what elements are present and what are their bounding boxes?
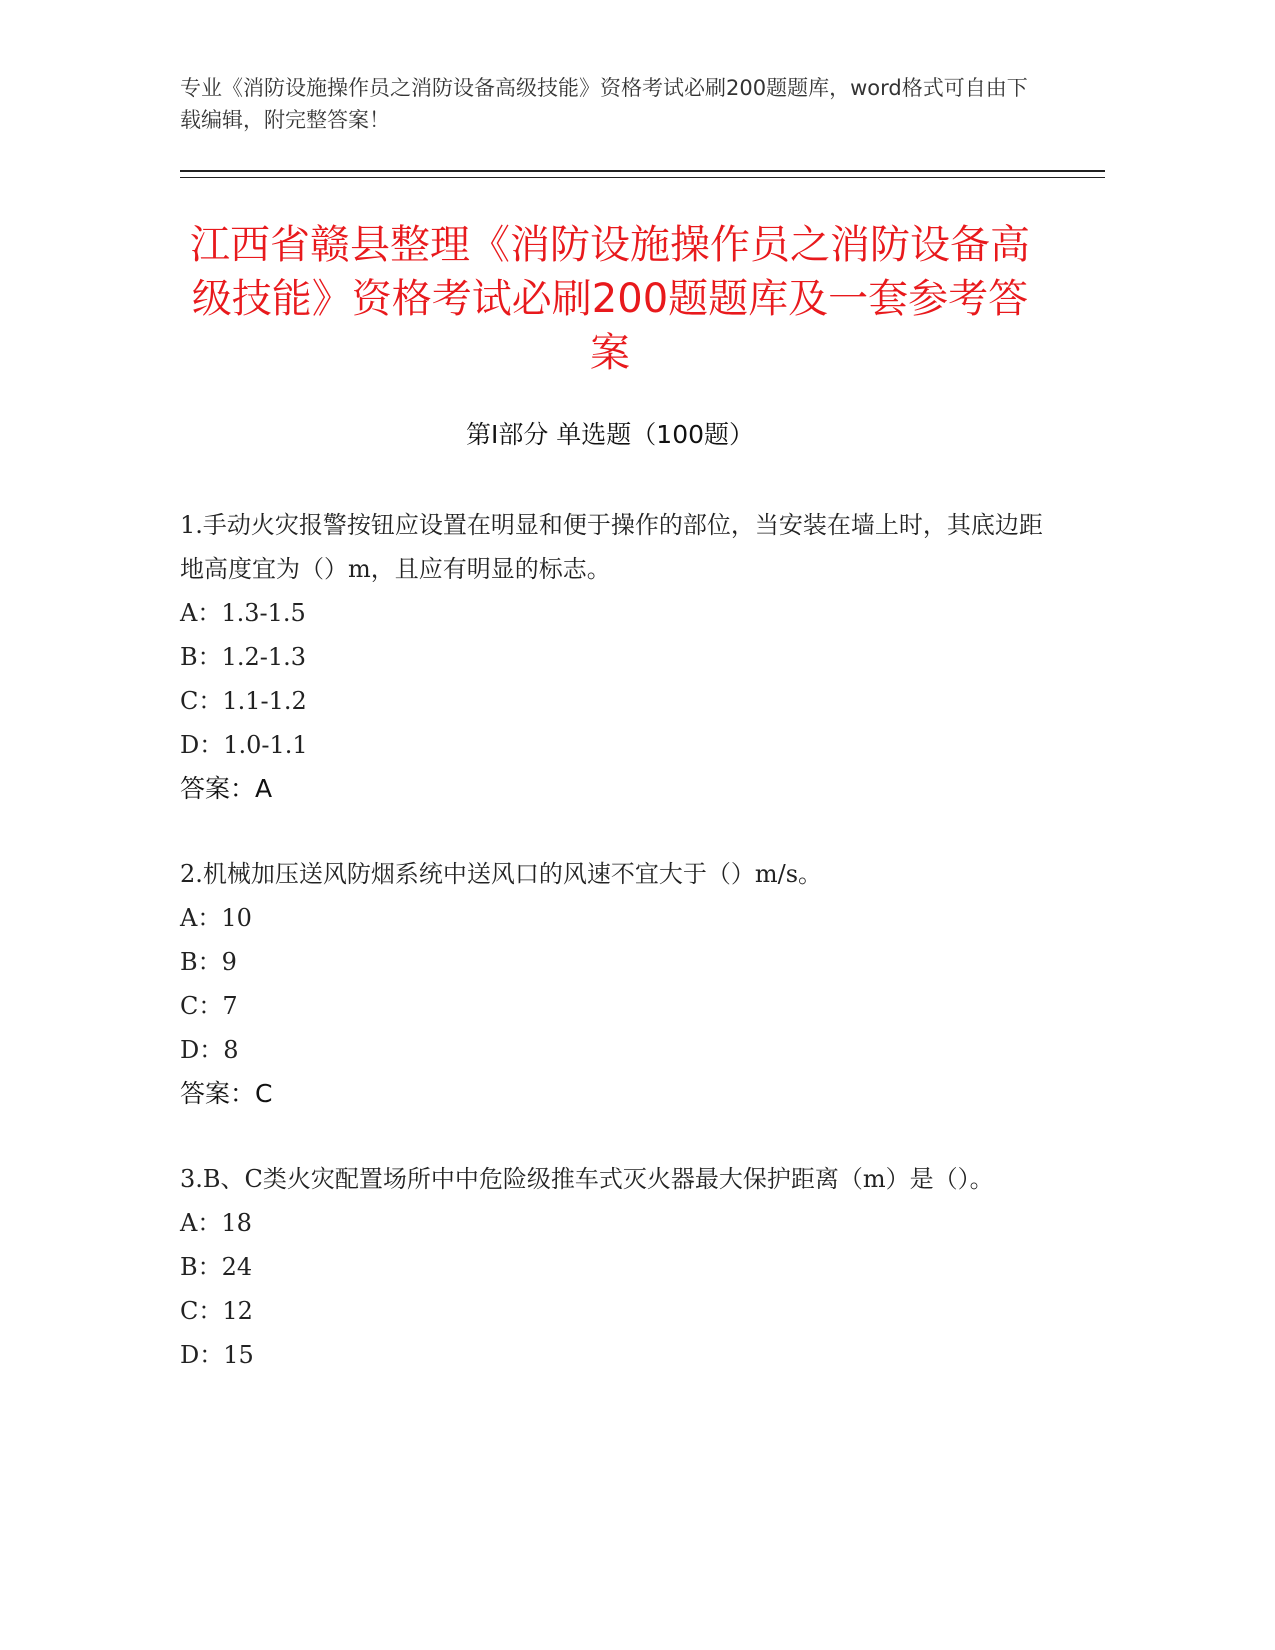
- option-d: D：8: [180, 1036, 239, 1064]
- answer: 答案：C: [180, 1079, 273, 1108]
- option-a: A：1.3-1.5: [180, 599, 306, 627]
- option-c: C：12: [180, 1297, 253, 1325]
- option-d: D：1.0-1.1: [180, 731, 308, 759]
- option-b: B：1.2-1.3: [180, 643, 307, 671]
- option-c: C：7: [180, 992, 238, 1020]
- header-divider-thin: [180, 177, 1105, 178]
- header-note: 专业《消防设施操作员之消防设备高级技能》资格考试必刷200题题库，word格式可自由下载编辑，附完整答案！: [180, 76, 1028, 132]
- question-stem: 1.手动火灾报警按钮应设置在明显和便于操作的部位，当安装在墙上时，其底边距地高度宜为（）m，且应有明显的标志。: [180, 511, 1043, 583]
- answer: 答案：A: [180, 774, 273, 803]
- question-stem: 2.机械加压送风防烟系统中送风口的风速不宜大于（）m/s。: [180, 860, 823, 888]
- option-d: D：15: [180, 1341, 254, 1369]
- option-a: A：18: [180, 1209, 252, 1237]
- question-3: [180, 1157, 1060, 1377]
- option-b: B：9: [180, 948, 237, 976]
- option-a: A：10: [180, 904, 252, 932]
- question-stem: 3.B、C类火灾配置场所中中危险级推车式灭火器最大保护距离（m）是（）。: [180, 1165, 994, 1193]
- option-c: C：1.1-1.2: [180, 687, 307, 715]
- option-b: B：24: [180, 1253, 253, 1281]
- section-heading: 第Ⅰ部分 单选题（100题）: [465, 420, 755, 449]
- header-divider-thick: [180, 170, 1105, 172]
- document-title: 江西省赣县整理《消防设施操作员之消防设备高级技能》资格考试必刷200题题库及一套参考答案: [190, 222, 1030, 376]
- question-2: [180, 852, 1060, 1116]
- question-1: [180, 503, 1060, 811]
